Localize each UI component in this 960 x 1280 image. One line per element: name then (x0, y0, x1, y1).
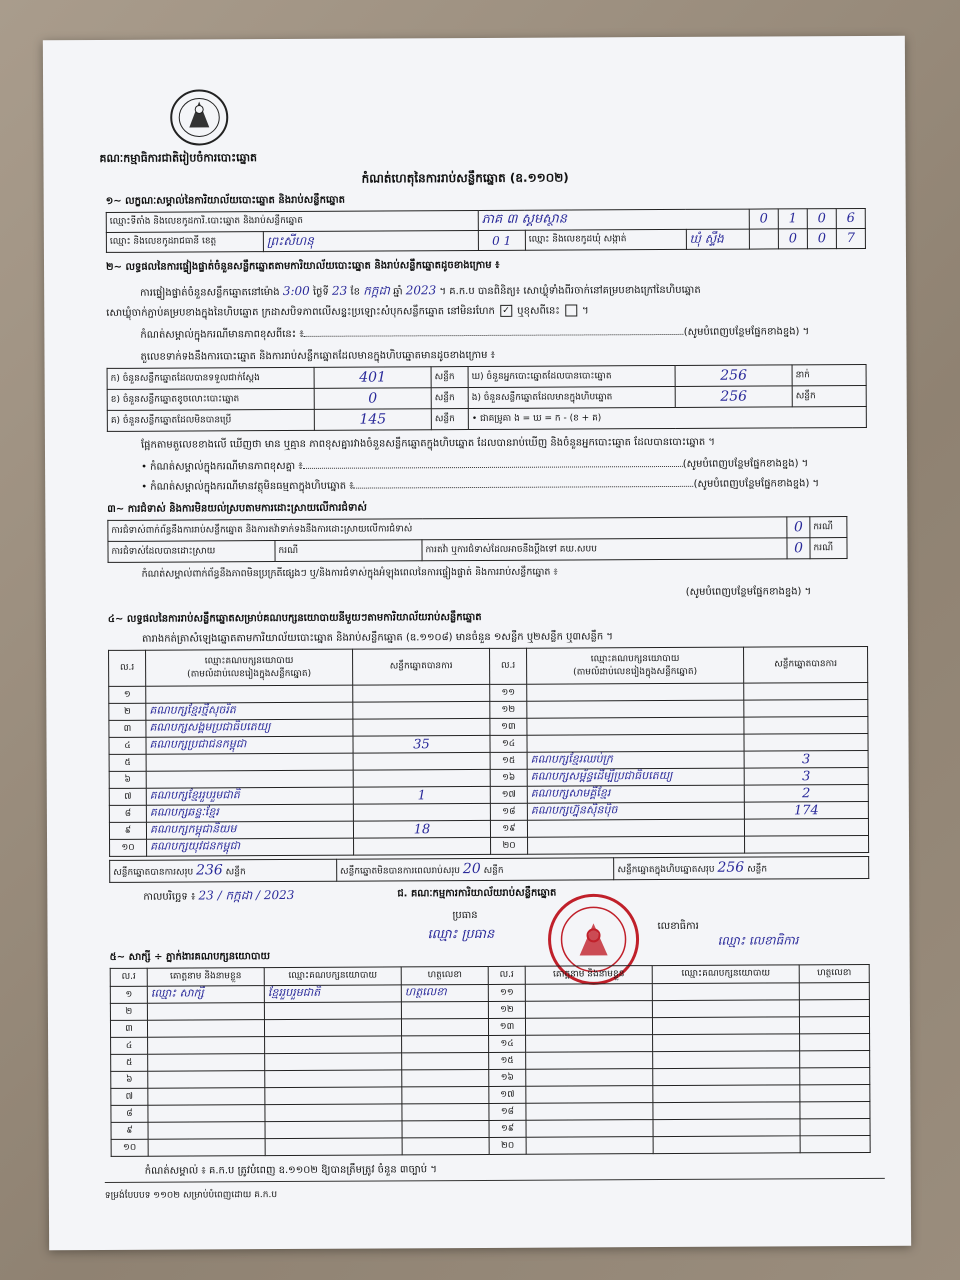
party-name: គណបក្សខ្មែរឈប់ក្រ (527, 751, 744, 769)
party-name (527, 700, 744, 718)
party-votes (353, 718, 490, 736)
total-in-box: សន្លឹកឆ្នោតក្នុងហិបឆ្នោតសរុប 256 សន្លឹក (614, 856, 869, 879)
witness-name (526, 1069, 653, 1087)
witness-signature (402, 1086, 489, 1103)
witness-signature (402, 1035, 489, 1052)
commune-code-digit: 0 (778, 229, 807, 249)
witness-signature (800, 1033, 870, 1050)
row-number: ៤ (109, 737, 146, 754)
party-name: គណបក្សកម្ពុជានិយម (146, 821, 353, 839)
party-name (527, 734, 744, 752)
witness-name (526, 1137, 653, 1155)
difference-note-b2: • កំណត់សម្គាល់ក្នុងករណីមានវត្ថុមិនធម្មតាក្នុងហិបឆ្នោត ៖ (សូមបំពេញបន្ថែមផ្នែកខាងខ្នង) ។ (141, 478, 820, 493)
witness-signature (402, 1120, 489, 1137)
location-code-digit: 0 (807, 209, 836, 229)
witness-signature (800, 1050, 870, 1067)
received-ballots-label: ក) ចំនួនសន្លឹកឆ្នោតដែលបានទទួលជាក់ស្តែង (107, 367, 314, 389)
row-number: ៩ (109, 822, 146, 839)
complaints-label: ការជំទាស់ពាក់ព័ន្ធនឹងការរាប់សន្លឹកឆ្នោត និងការតវ៉ាទាក់ទងនឹងការដោះស្រាយលើការជំទាស់ (108, 517, 787, 542)
party-name (146, 685, 353, 703)
row-number: ១២ (490, 701, 527, 718)
witness-name (525, 984, 652, 1002)
row-number: ១៧ (489, 1086, 526, 1103)
section5-heading: ៥~ សាក្សី ÷ ភ្នាក់ងារគណបក្សនយោបាយ (109, 951, 271, 963)
location-code-digit: 1 (778, 209, 807, 229)
row-number: ១១ (490, 684, 527, 701)
witness-signature (799, 1016, 869, 1033)
province-label: ឈ្មោះ និងលេខកូដរាជធានី ខេត្ត (106, 232, 263, 253)
footnote: កំណត់សម្គាល់ ៖ គ.ក.ប ត្រូវបំពេញ ឧ.១១០២ ឱ្យបានត្រឹមត្រូវ ចំនួន ៣ច្បាប់ ។ (144, 1164, 437, 1177)
party-votes (744, 682, 868, 700)
row-number: ១០ (110, 839, 147, 856)
witness-name (147, 1003, 264, 1021)
formula-note: • ជាគម្រូគា ង = ឃ = ក - (ខ + គ) (468, 406, 866, 429)
witness-name (148, 1122, 265, 1140)
witness-signature (402, 1103, 489, 1120)
row-number: ៣ (110, 1020, 147, 1037)
witness-name (525, 1001, 652, 1019)
party-votes: 3 (744, 767, 868, 785)
witness-name: ឈ្មោះ សាក្សី (147, 986, 264, 1004)
difference-note-line: កំណត់សម្គាល់ក្នុងករណីមានភាពខុសពីនេះ ៖ (សូមបំពេញបន្ថែមផ្នែកខាងខ្នង) ។ (140, 326, 810, 341)
party-name: គណបក្សសម្ព័ន្ធដើម្បីប្រជាធិបតេយ្យ (527, 768, 744, 786)
row-number: ១១ (488, 984, 525, 1001)
row-number: ៣ (109, 720, 146, 737)
party-votes (354, 837, 491, 855)
witness-party (652, 983, 799, 1001)
witness-signature (402, 1052, 489, 1069)
party-name (528, 836, 745, 854)
party-votes: 18 (353, 820, 490, 838)
witness-party (653, 1136, 800, 1154)
witness-signature (800, 1118, 870, 1135)
witness-party (653, 1102, 800, 1120)
section3-heading: ៣~ ការជំទាស់ និងការមិនយល់ស្របតាមការដោះស្រាយលើការជំទាស់ (107, 502, 367, 515)
row-number: ៧ (111, 1088, 148, 1105)
party-name (146, 770, 353, 788)
province-code: 0 1 (478, 230, 525, 250)
witness-signature (800, 1135, 870, 1152)
witness-signature (799, 982, 869, 999)
row-number: ៥ (109, 754, 146, 771)
party-votes: 1 (353, 786, 490, 804)
party-name: គណបក្សហ្វ៊ុនស៊ិនប៉ិច (527, 802, 744, 820)
witness-party (653, 1085, 800, 1103)
party-votes: 174 (744, 801, 868, 819)
party-name: គណបក្សយុវជនកម្ពុជា (147, 838, 354, 856)
witness-party (265, 1104, 402, 1122)
party-name (527, 717, 744, 735)
row-number: ២០ (489, 1137, 526, 1154)
party-votes (353, 769, 490, 787)
party-column-header: ឈ្មោះគណបក្សនយោបាយ (តាមលំដាប់លេខរៀងក្នុងសន្លឹកឆ្នោត) (146, 649, 353, 686)
footer-divider (105, 1178, 885, 1183)
seal-check-line: សោឃ្លុំចាក់ភ្ជាប់គម្របខាងក្នុងនៃហិបឆ្នោត ក្រដាសបិទភាពលើសន្ទះប្រឡោះសំបុកសន្លឹកឆ្នោត នៅមិនរហែក ✓ ឬខុសពីនេះ ។ (106, 305, 589, 319)
commune-code-digit: 0 (807, 229, 836, 249)
witness-name (148, 1054, 265, 1072)
unused-ballots-value: 145 (314, 409, 431, 431)
irregularity-hint: (សូមបំពេញបន្ថែមផ្នែកខាងខ្នង) ។ (685, 586, 812, 598)
witness-party (265, 1121, 402, 1139)
total-valid: សន្លឹកឆ្នោតបានការសរុប 236 សន្លឹក (110, 859, 337, 882)
witness-signature (800, 1101, 870, 1118)
table-row (111, 1135, 870, 1156)
witness-table: ល.រ គោត្តនាម និងនាមខ្លួន ឈ្មោះគណបក្សនយោបាយ ហត្ថលេខា ល.រ គោត្តនាម និងនាមខ្លួន ឈ្មោះគណបក្សនយោបាយ ហត្ថលេខា ១ ឈ្មោះ សាក្សី ខ្មែររួបរួមជាតិ ហត្ថលេខា ១១ ២ ១២ ៣ ១៣ ៤ ១៤ ៥ ១៥ ៦ ១៦ ៧ ១៧ ៨ ១៨ ៩ ១៩ ១០ ២០ (110, 964, 871, 1157)
checkbox-different[interactable] (565, 304, 577, 316)
party-name: គណបក្សសង្គមប្រជាធិបតេយ្យ (146, 719, 353, 737)
witness-name (526, 1035, 653, 1053)
party-votes: 3 (744, 750, 868, 768)
section4-heading: ៤~ លទ្ធផលនៃការរាប់សន្លឹកឆ្នោតសម្រាប់គណបក្សនយោបាយនីមួយៗតាមការិយាល័យរាប់សន្លឹកឆ្នោត (107, 611, 482, 625)
party-votes (353, 803, 490, 821)
committee-name: គណៈកម្មាធិការជាតិរៀបចំការបោះឆ្នោត (99, 151, 258, 165)
form-footer: ទម្រង់បែបបទ ១១០២ សម្រាប់បំពេញដោយ គ.ក.ប (104, 1190, 278, 1201)
witness-party (652, 1017, 799, 1035)
difference-note-b1: • កំណត់សម្គាល់ក្នុងករណីមានភាពខុសគ្នា ៖ (សូមបំពេញបន្ថែមផ្នែកខាងខ្នង) ។ (141, 458, 809, 473)
party-votes (353, 752, 490, 770)
total-invalid: សន្លឹកឆ្នោតមិនបានការពេលរាប់សរុប 20 សន្លឹក (336, 858, 614, 881)
row-number: ៤ (111, 1037, 148, 1054)
check-time-line: ការផ្ទៀងផ្ទាត់ចំនួនសន្លឹកឆ្នោតនៅម៉ោង 3:00 ថ្ងៃទី 23 ខែ កក្កដា ឆ្នាំ 2023 ។ គ.ក.ប បានពិនិត្យ៖ សោឃ្លុំទាំងពីរចាក់នៅគម្របខាងក្រៅនៃហិបឆ្នោត (140, 283, 701, 299)
party-name: គណបក្សសាមគ្គីខ្មែរ (527, 785, 744, 803)
ballots-in-box-value: 256 (675, 386, 792, 408)
witness-party (652, 1000, 799, 1018)
row-number: ៦ (109, 771, 146, 788)
witness-signature (799, 999, 869, 1016)
difference-compare-line: ផ្អែកតាមតួលេខខាងលើ ឃើញថា មាន ឬគ្មាន ភាពខុសគ្នារវាងចំនួនសន្លឹកឆ្នោតក្នុងហិបឆ្នោត ដែលបានរាប់ឃើញ និងចំនួនអ្នកបោះឆ្នោត ដែលបានបោះឆ្នោត ។ (140, 436, 715, 451)
row-number: ១៣ (490, 718, 527, 735)
party-votes (744, 699, 868, 717)
witness-party (265, 1053, 402, 1071)
witness-party (653, 1051, 800, 1069)
row-number: ១៧ (490, 786, 527, 803)
witness-signature: ហត្ថលេខា (401, 984, 488, 1001)
nec-emblem-icon (167, 87, 231, 147)
witness-name (526, 1052, 653, 1070)
row-number: ១ (109, 686, 146, 703)
witness-party (265, 1087, 402, 1105)
row-number: ២០ (491, 837, 528, 854)
voters-label: ឃ) ចំនួនអ្នកបោះឆ្នោតដែលបានបោះឆ្នោត (468, 365, 675, 387)
irregularity-note: កំណត់សម្គាល់ពាក់ព័ន្ធនឹងភាពមិនប្រក្រតីផ្សេងៗ ឬ/និងការជំទាស់ក្នុងអំឡុងពេលនៃការផ្ទៀងផ្ទាត់ និងការរាប់សន្លឹកឆ្នោត ៖ (141, 566, 558, 580)
witness-signature (402, 1069, 489, 1086)
party-name: គណបក្សឆន្ទៈខ្មែរ (146, 804, 353, 822)
witness-party: ខ្មែររួបរួមជាតិ (264, 985, 401, 1003)
witness-signature (800, 1067, 870, 1084)
figures-intro: តួលេខទាក់ទងនឹងការបោះឆ្នោត និងការរាប់សន្លឹកឆ្នោតដែលមានក្នុងហិបឆ្នោតមានដូចខាងក្រោម ៖ (140, 349, 496, 363)
party-votes (745, 835, 869, 853)
ballots-in-box-label: ង) ចំនួនសន្លឹកឆ្នោតដែលមានក្នុងហិបឆ្នោត (468, 386, 675, 408)
witness-signature (800, 1084, 870, 1101)
party-name: គណបក្សប្រជាជនកម្ពុជា (146, 736, 353, 754)
row-number: ១៨ (489, 1103, 526, 1120)
witness-party (653, 1034, 800, 1052)
party-name: គណបក្សខ្មែររួបរួមជាតិ (146, 787, 353, 805)
witness-party (265, 1070, 402, 1088)
appeal-value: 0 (787, 538, 810, 559)
row-number: ៥ (111, 1054, 148, 1071)
section1-heading: ១~ លក្ខណៈសម្គាល់នៃការិយាល័យបោះឆ្នោត និងរាប់សន្លឹកឆ្នោត (105, 194, 346, 207)
complaints-table: ការជំទាស់ពាក់ព័ន្ធនឹងការរាប់សន្លឹកឆ្នោត និងការតវ៉ាទាក់ទងនឹងការដោះស្រាយលើការជំទាស់ 0 ករណី ការជំទាស់ដែលបានដោះស្រាយ ករណី ការតវ៉ា ឬការជំទាស់ដែលអាចនឹងប្តឹងទៅ គឃ.សបប 0 ករណី (107, 516, 847, 563)
row-number: ១២ (488, 1001, 525, 1018)
row-number: ១៦ (489, 1069, 526, 1086)
witness-name (526, 1086, 653, 1104)
commune-label: ឈ្មោះ និងលេខកូដឃុំ សង្កាត់ (525, 229, 686, 250)
unused-ballots-label: គ) ចំនួនសន្លឹកឆ្នោតដែលមិនបានប្រើ (107, 409, 314, 431)
row-number: ១៩ (490, 820, 527, 837)
witness-party (265, 1138, 402, 1156)
party-name (527, 683, 744, 701)
row-number: ៨ (111, 1105, 148, 1122)
row-number: ១០ (111, 1139, 148, 1156)
date-line: កាលបរិច្ឆេទ ៖ 23 / កក្កដា / 2023 (143, 887, 295, 903)
chair-label: ប្រធាន (452, 910, 478, 922)
spoiled-ballots-label: ខ) ចំនួនសន្លឹកឆ្នោតខូចលោះបោះឆ្នោត (107, 388, 314, 410)
section2-heading: ២~ លទ្ធផលនៃការផ្ទៀងផ្ទាត់ចំនួនសន្លឹកឆ្នោតតាមការិយាល័យបោះឆ្នោត និងរាប់សន្លឹកឆ្នោតដូចខាងក្រោម ៖ (105, 259, 500, 273)
witness-party (653, 1119, 800, 1137)
witness-name (147, 1020, 264, 1038)
party-name: គណបក្សខ្មែរថ្មីសុចរិត (146, 702, 353, 720)
spoiled-ballots-value: 0 (314, 388, 431, 410)
party-name (527, 819, 744, 837)
row-number: ១៥ (489, 1052, 526, 1069)
location-label: ឈ្មោះទីតាំង និងលេខកូដការិ.បោះឆ្នោត និងរាប់សន្លឹកឆ្នោត (106, 210, 478, 232)
row-number: ១៤ (489, 1035, 526, 1052)
secretary-label: លេខាធិការ (657, 920, 699, 933)
witness-party (264, 1002, 401, 1020)
row-number: ៧ (109, 788, 146, 805)
votes-column-header: សន្លឹកឆ្នោតបានការ (353, 648, 490, 685)
received-ballots-value: 401 (314, 367, 431, 389)
chair-signature: ឈ្មោះ ប្រធាន (427, 926, 495, 943)
witness-name (148, 1139, 265, 1157)
totals-table (109, 856, 869, 883)
commune-value: ឃុំ ស្ទឹង (686, 229, 749, 249)
witness-party (265, 1036, 402, 1054)
election-form-sheet (43, 36, 911, 1250)
party-name (146, 753, 353, 771)
party-votes (353, 684, 490, 702)
resolved-label: ការជំទាស់ដែលបានដោះស្រាយ (108, 541, 275, 563)
witness-name (526, 1120, 653, 1138)
party-votes: 35 (353, 735, 490, 753)
complaints-value: 0 (787, 517, 810, 538)
party-votes (744, 818, 868, 836)
witness-name (148, 1037, 265, 1055)
secretary-signature: ឈ្មោះ លេខាធិការ (717, 933, 799, 948)
row-number: ១៣ (488, 1018, 525, 1035)
row-number: ៦ (111, 1071, 148, 1088)
witness-name (526, 1103, 653, 1121)
row-number: ៩ (111, 1122, 148, 1139)
figures-table: ក) ចំនួនសន្លឹកឆ្នោតដែលបានទទួលជាក់ស្តែង 401 សន្លឹក ឃ) ចំនួនអ្នកបោះឆ្នោតដែលបានបោះឆ្នោត 256 នាក់ ខ) ចំនួនសន្លឹកឆ្នោតខូចលោះបោះឆ្នោត 0 សន្លឹក ង) ចំនួនសន្លឹកឆ្នោតដែលមានក្នុងហិបឆ្នោត 256 សន្លឹក គ) ចំនួនសន្លឹកឆ្នោតដែលមិនបានប្រើ 145 សន្លឹក • ជាគម្រូគា ង = ឃ = ក - (ខ + គ) (107, 364, 867, 432)
party-votes (353, 701, 490, 719)
witness-name (525, 1018, 652, 1036)
party-votes (744, 733, 868, 751)
witness-name (148, 1105, 265, 1123)
witness-signature (401, 1018, 488, 1035)
table-row (110, 835, 869, 856)
witness-party (264, 1019, 401, 1037)
witness-party (653, 1068, 800, 1086)
witness-name (148, 1088, 265, 1106)
section1-table (106, 208, 866, 253)
row-number: ១ (110, 986, 147, 1003)
counting-committee: ជ. គណៈកម្មការការិយាល័យរាប់សន្លឹកឆ្នោត (397, 887, 557, 900)
checkbox-intact[interactable]: ✓ (500, 305, 512, 317)
row-number: ២ (110, 1003, 147, 1020)
location-code-digit: 6 (836, 208, 865, 228)
party-votes: 2 (744, 784, 868, 802)
row-number: ២ (109, 703, 146, 720)
row-number: ៨ (109, 805, 146, 822)
location-value: ភាគ ៣ ស្គមស្ថាន (478, 209, 749, 230)
party-votes (744, 716, 868, 734)
row-number: ១៩ (489, 1120, 526, 1137)
voters-value: 256 (675, 365, 792, 387)
row-number: ១៥ (490, 752, 527, 769)
form-title: កំណត់ហេតុនៃការរាប់សន្លឹកឆ្នោត (ឧ.១១០២) (361, 170, 569, 186)
witness-name (148, 1071, 265, 1089)
province-value: ព្រះសីហនុ (263, 230, 478, 251)
results-table: ល.រ ឈ្មោះគណបក្សនយោបាយ (តាមលំដាប់លេខរៀងក្នុងសន្លឹកឆ្នោត) សន្លឹកឆ្នោតបានការ ល.រ ឈ្មោះគណបក្សនយោបាយ (តាមលំដាប់លេខរៀងក្នុងសន្លឹកឆ្នោត) សន្លឹកឆ្នោតបានការ ១ ១១ ២ គណបក្សខ្មែរថ្មីសុចរិត ១២ ៣ គណបក្សសង្គមប្រជាធិបតេយ្យ ១៣ ៤ គណបក្សប្រជាជនកម្ពុជា 35 ១៤ ៥ ១៥ គណបក្សខ្មែរឈប់ក្រ 3 ៦ ១៦ គណបក្សសម្ព័ន្ធដើម្បីប្រជាធិបតេយ្យ 3 ៧ គណបក្សខ្មែររួបរួមជាតិ 1 ១៧ គណបក្សសាមគ្គីខ្មែរ 2 ៨ គណបក្សឆន្ទៈខ្មែរ ១៨ គណបក្សហ្វ៊ុនស៊ិនប៉ិច 174 ៩ គណបក្សកម្ពុជានិយម 18 ១៩ ១០ គណបក្សយុវជនកម្ពុជា ២០ (108, 646, 869, 857)
row-number: ១៤ (490, 735, 527, 752)
appeal-label: ការតវ៉ា ឬការជំទាស់ដែលអាចនឹងប្តឹងទៅ គឃ.សបប (422, 538, 787, 561)
witness-signature (402, 1137, 489, 1154)
tally-sheet-count: តារាងកត់ត្រាសំឡេងឆ្នោតតាមការិយាល័យបោះឆ្នោត និងរាប់សន្លឹកឆ្នោត (ឧ.១១០៨) មានចំនួន ១សន្លឹក ឬ២សន្លឹក ឬ៣សន្លឹក ។ (141, 631, 614, 645)
row-number: ១៦ (490, 769, 527, 786)
witness-signature (401, 1001, 488, 1018)
commune-code-digit: 7 (836, 228, 865, 248)
location-code-digit: 0 (749, 209, 778, 229)
row-number: ១៨ (490, 803, 527, 820)
